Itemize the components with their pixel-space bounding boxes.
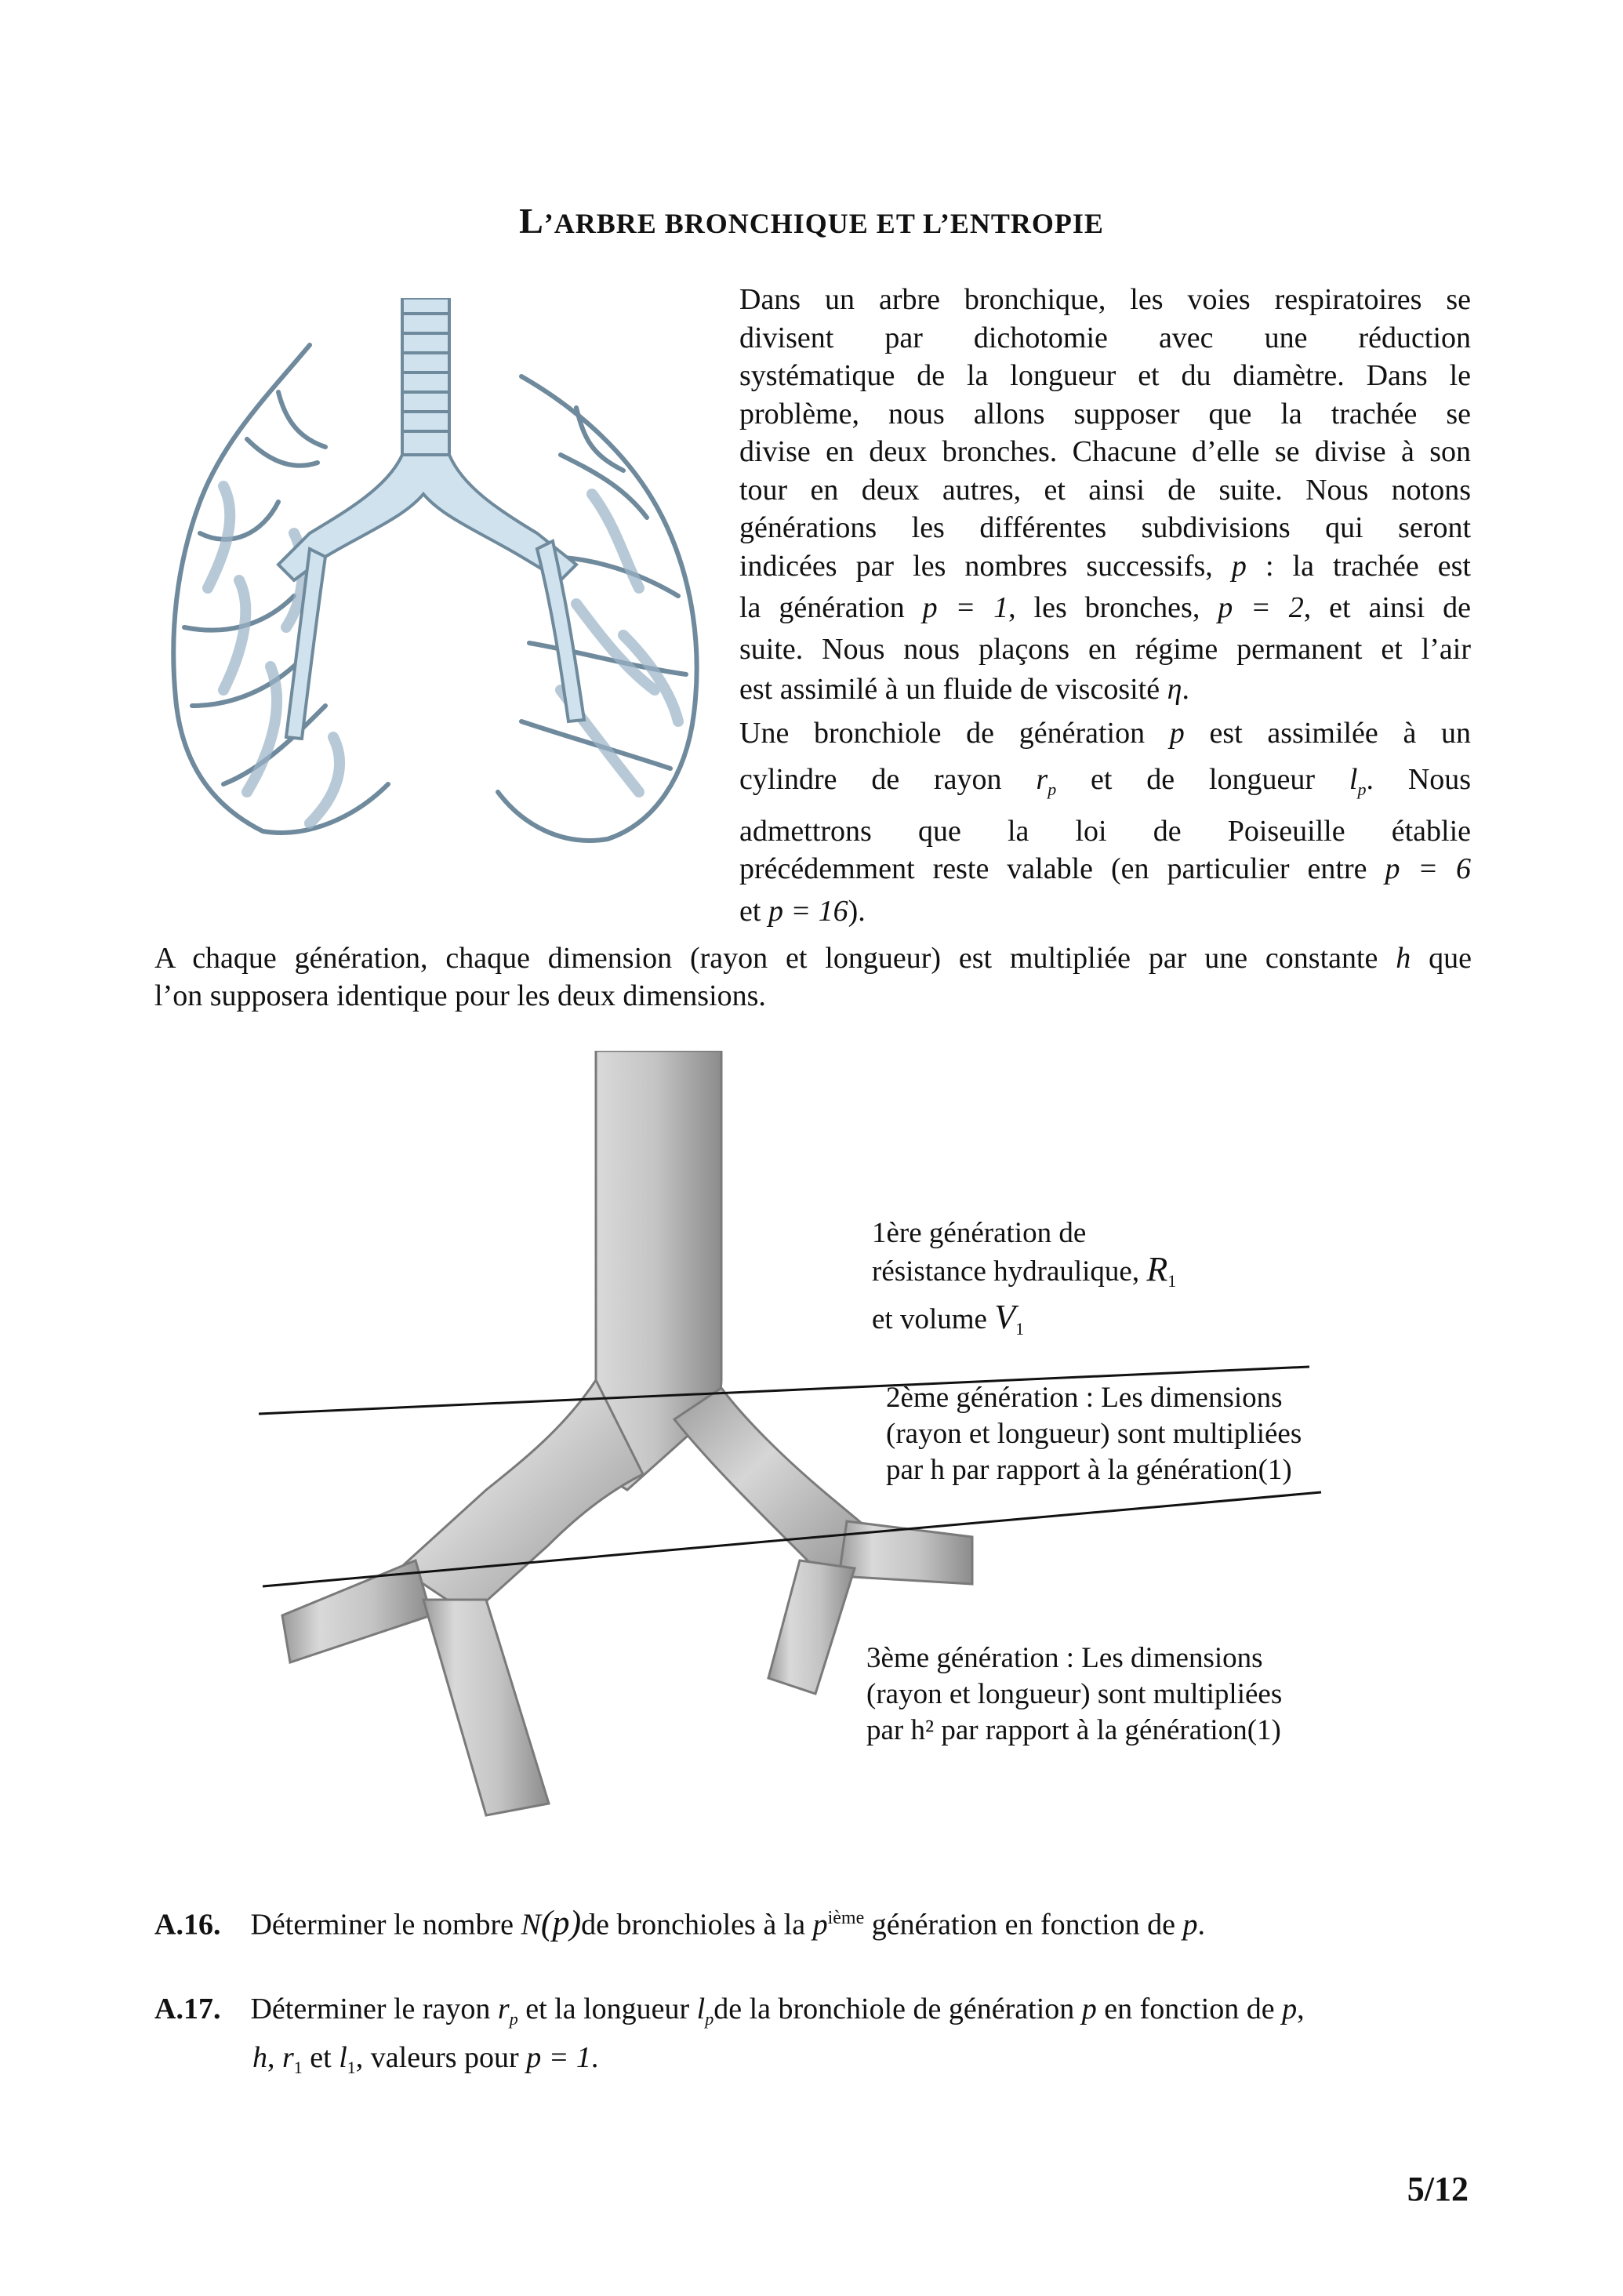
title-rest: ’ARBRE BRONCHIQUE ET L’ENTROPIE	[543, 208, 1104, 239]
paragraph-line: A chaque génération, chaque dimension (rayon et longueur) est multipliée par une constante h que	[154, 942, 1472, 975]
intro-paragraph	[739, 281, 1471, 934]
intro-line: problème, nous allons supposer que la trachée se	[739, 397, 1471, 430]
generation-3-tube	[839, 1521, 972, 1584]
intro-line: et p = 16).	[739, 894, 866, 928]
generation-3-tube	[282, 1560, 431, 1662]
question-a16: A.16. Déterminer le nombre N(p)de bronchioles à la $p^{ième}$ génération en fonction de p.	[154, 1903, 1205, 1942]
intro-line: divisent par dichotomie avec une réduction	[739, 321, 1471, 354]
bronchial-tree-illustration	[153, 298, 717, 847]
intro-line: tour en deux autres, et ainsi de suite. Nous notons	[739, 473, 1471, 507]
title-initial: L	[519, 201, 544, 241]
intro-line: cylindre de rayon $r_p$ et de longueur $l_p$. Nous	[739, 762, 1472, 799]
intro-line: systématique de la longueur et du diamètre. Dans le	[739, 359, 1471, 392]
intro-line: Dans un arbre bronchique, les voies respiratoires se	[739, 283, 1471, 316]
intro-line: est assimilé à un fluide de viscosité η.	[739, 672, 1189, 706]
right-lung	[498, 376, 697, 841]
intro-line: précédemment reste valable (en particulier entre p = 6	[739, 852, 1471, 885]
intro-line: générations les différentes subdivisions qui seront	[739, 511, 1471, 544]
generation-2-label: 2ème génération : Les dimensions (rayon et longueur) sont multipliées par h par rapport à la génération(1)	[886, 1382, 1302, 1486]
generation-3-tube	[768, 1560, 855, 1694]
intro-line: la génération p = 1, les bronches, p = 2, et ainsi de	[739, 591, 1472, 624]
generation-3-tube	[423, 1600, 549, 1815]
page-title	[0, 200, 1623, 242]
main-bronchi	[278, 455, 584, 739]
generation-3-label: 3ème génération : Les dimensions (rayon et longueur) sont multipliées par h² par rapport à la génération(1)	[866, 1642, 1283, 1746]
intro-line: divise en deux bronches. Chacune d’elle se divise à son	[739, 435, 1471, 468]
question-a17-continued: h, $r_1$ et $l_1$, valeurs pour p = 1.	[252, 2041, 599, 2077]
dimension-paragraph	[154, 939, 1472, 1015]
question-a17: A.17. Déterminer le rayon $r_p$ et la longueur $l_pde$ la bronchiole de génération p en fonction de p,	[154, 1993, 1305, 2029]
intro-line: Une bronchiole de génération p est assimilée à un	[739, 716, 1472, 750]
page-number: 5/12	[1407, 2170, 1469, 2208]
paragraph-line: l’on supposera identique pour les deux dimensions.	[154, 979, 766, 1012]
intro-line: suite. Nous nous plaçons en régime permanent et l’air	[739, 633, 1471, 666]
generation-2-left-tube	[400, 1380, 643, 1615]
intro-line: admettrons que la loi de Poiseuille établie	[739, 814, 1471, 848]
intro-line: indicées par les nombres successifs, p : la trachée est	[739, 549, 1471, 583]
generation-1-label: 1ère génération de résistance hydraulique, $R_1$ et volume $V_1$	[872, 1217, 1177, 1339]
trachea	[402, 298, 449, 455]
